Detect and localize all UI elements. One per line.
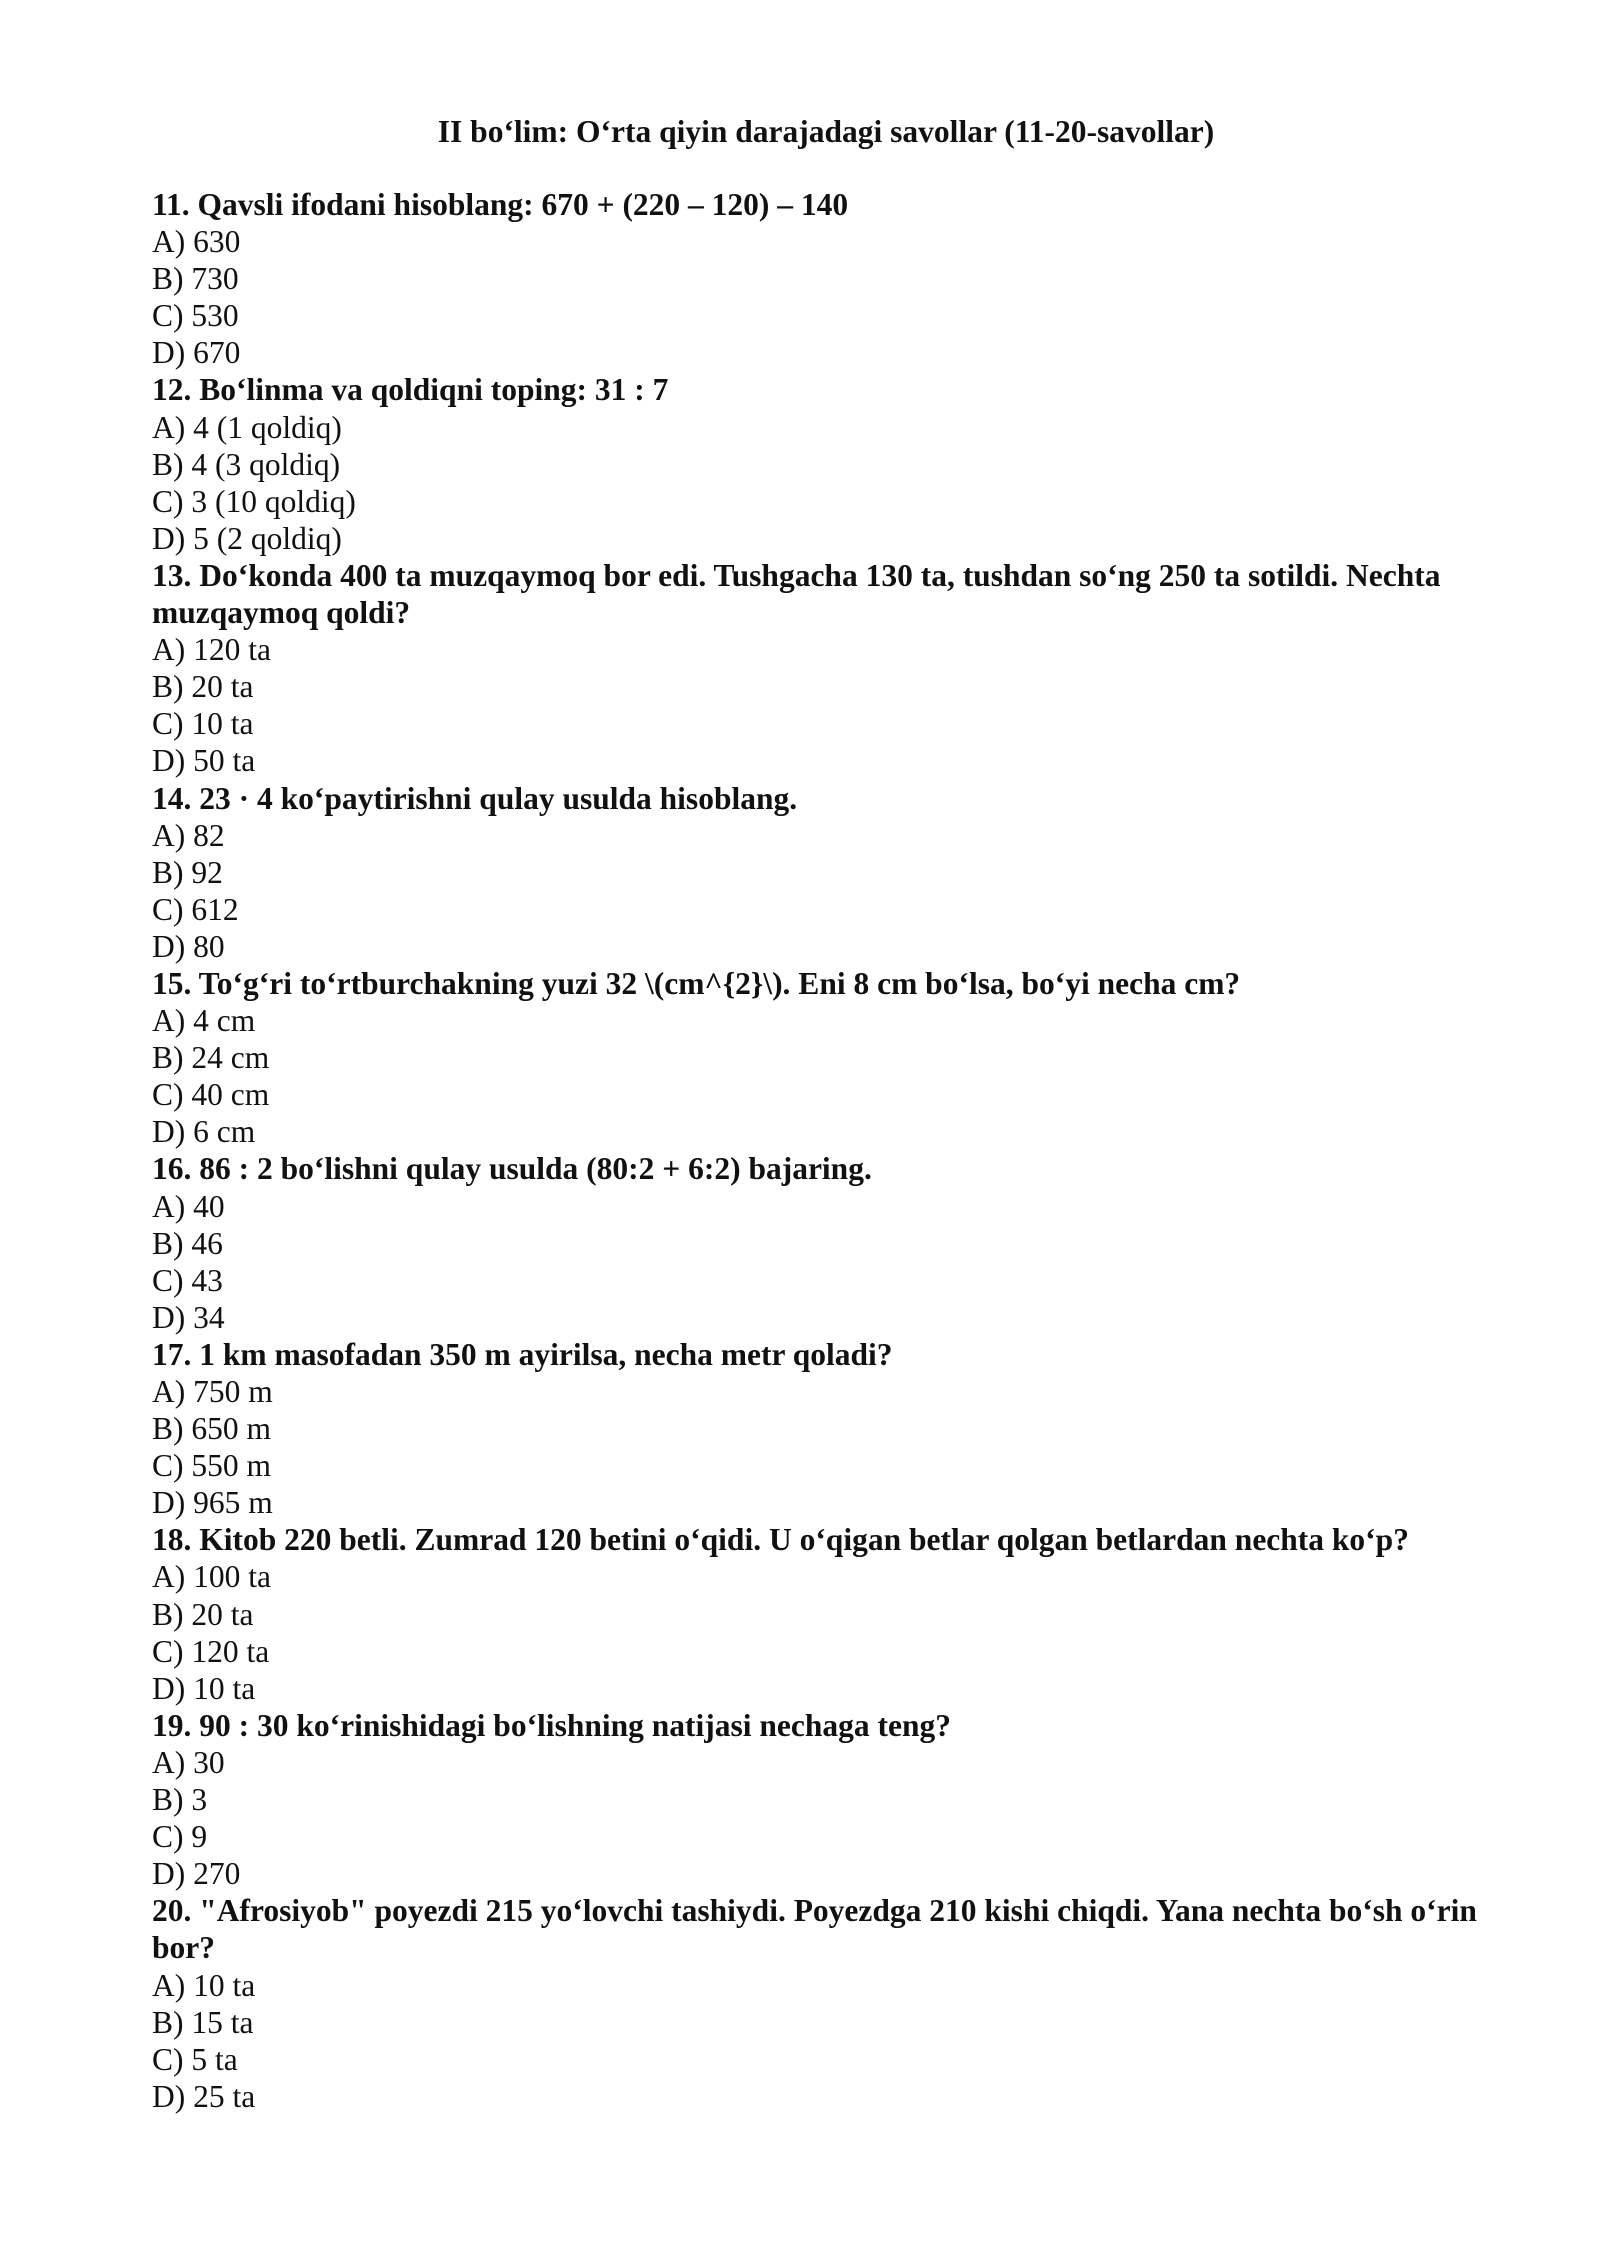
answer-option-d: D) 5 (2 qoldiq)	[152, 520, 342, 556]
section-title: II bo‘lim: O‘rta qiyin darajadagi savollar (11-20-savollar)	[437, 114, 1215, 149]
answer-option-d: D) 80	[152, 928, 225, 964]
answer-option-c: C) 40 cm	[152, 1077, 270, 1113]
answer-option-a: A) 4 (1 qoldiq)	[152, 409, 342, 445]
answer-option-a: A) 630	[152, 224, 241, 260]
question-text: 16. 86 : 2 bo‘lishni qulay usulda (80:2 + 6:2) bajaring.	[152, 1151, 872, 1187]
question-14	[152, 780, 1492, 965]
question-13	[152, 557, 1492, 780]
answer-option-c: C) 10 ta	[152, 706, 254, 742]
question-text: 19. 90 : 30 ko‘rinishidagi bo‘lishning natijasi nechaga teng?	[152, 1707, 952, 1743]
question-text: 13. Do‘konda 400 ta muzqaymoq bor edi. Tushgacha 130 ta, tushdan so‘ng 250 ta sotildi. Nechta muzqaymoq qoldi?	[152, 557, 1441, 631]
answer-option-b: B) 24 cm	[152, 1040, 270, 1076]
answer-option-b: B) 20 ta	[152, 669, 254, 705]
answer-option-a: A) 40	[152, 1188, 225, 1224]
question-18	[152, 1521, 1492, 1706]
question-text: 12. Bo‘linma va qoldiqni toping: 31 : 7	[152, 372, 669, 408]
answer-option-c: C) 612	[152, 891, 239, 927]
question-text: 14. 23 · 4 ko‘paytirishni qulay usulda hisoblang.	[152, 780, 798, 816]
answer-options	[152, 1188, 1492, 1336]
answer-options	[152, 1558, 1492, 1706]
answer-option-d: D) 270	[152, 1856, 241, 1892]
answer-options	[152, 1967, 1492, 2115]
answer-option-b: B) 4 (3 qoldiq)	[152, 446, 341, 482]
question-text: 11. Qavsli ifodani hisoblang: 670 + (220 – 120) – 140	[152, 187, 849, 222]
answer-option-a: A) 82	[152, 817, 225, 853]
answer-option-d: D) 6 cm	[152, 1114, 256, 1150]
question-11	[152, 186, 1492, 371]
answer-options	[152, 1744, 1492, 1892]
answer-option-d: D) 34	[152, 1299, 225, 1335]
question-text: 18. Kitob 220 betli. Zumrad 120 betini o‘qidi. U o‘qigan betlar qolgan betlardan nechta ko‘p?	[152, 1522, 1409, 1558]
answer-option-c: C) 530	[152, 298, 239, 334]
answer-option-d: D) 10 ta	[152, 1670, 256, 1706]
answer-option-a: A) 10 ta	[152, 1967, 256, 2003]
answer-options	[152, 817, 1492, 965]
answer-option-c: C) 3 (10 qoldiq)	[152, 483, 356, 519]
answer-option-c: C) 43	[152, 1262, 223, 1298]
question-text: 15. To‘g‘ri to‘rtburchakning yuzi 32 \(cm^{2}\). Eni 8 cm bo‘lsa, bo‘yi necha cm?	[152, 965, 1241, 1001]
answer-option-a: A) 100 ta	[152, 1559, 271, 1595]
question-12	[152, 371, 1492, 556]
answer-option-a: A) 30	[152, 1744, 225, 1780]
question-list	[152, 186, 1492, 2115]
question-text: 17. 1 km masofadan 350 m ayirilsa, necha metr qoladi?	[152, 1336, 893, 1372]
answer-options	[152, 631, 1492, 779]
answer-option-c: C) 550 m	[152, 1448, 272, 1484]
answer-option-b: B) 92	[152, 854, 223, 890]
answer-option-c: C) 5 ta	[152, 2041, 238, 2077]
question-20	[152, 1892, 1492, 2115]
question-15	[152, 965, 1492, 1150]
answer-options	[152, 223, 1492, 371]
answer-options	[152, 409, 1492, 557]
answer-option-c: C) 120 ta	[152, 1633, 270, 1669]
answer-options	[152, 1002, 1492, 1150]
answer-option-a: A) 4 cm	[152, 1003, 256, 1039]
answer-option-d: D) 50 ta	[152, 743, 256, 779]
answer-option-b: B) 3	[152, 1782, 208, 1818]
answer-option-b: B) 730	[152, 261, 239, 297]
answer-option-b: B) 20 ta	[152, 1596, 254, 1632]
question-17	[152, 1336, 1492, 1521]
answer-option-a: A) 120 ta	[152, 632, 271, 668]
answer-option-a: A) 750 m	[152, 1374, 273, 1409]
answer-option-d: D) 25 ta	[152, 2078, 256, 2114]
answer-option-d: D) 670	[152, 335, 241, 371]
question-16	[152, 1150, 1492, 1335]
answer-option-c: C) 9	[152, 1819, 208, 1855]
answer-option-d: D) 965 m	[152, 1485, 273, 1521]
question-19	[152, 1707, 1492, 1892]
answer-options	[152, 1373, 1492, 1521]
answer-option-b: B) 46	[152, 1225, 223, 1261]
answer-option-b: B) 650 m	[152, 1411, 272, 1447]
answer-option-b: B) 15 ta	[152, 2004, 254, 2040]
question-text: 20. "Afrosiyob" poyezdi 215 yo‘lovchi tashiydi. Poyezdga 210 kishi chiqdi. Yana nechta bo‘sh o‘rin bor?	[152, 1893, 1477, 1966]
